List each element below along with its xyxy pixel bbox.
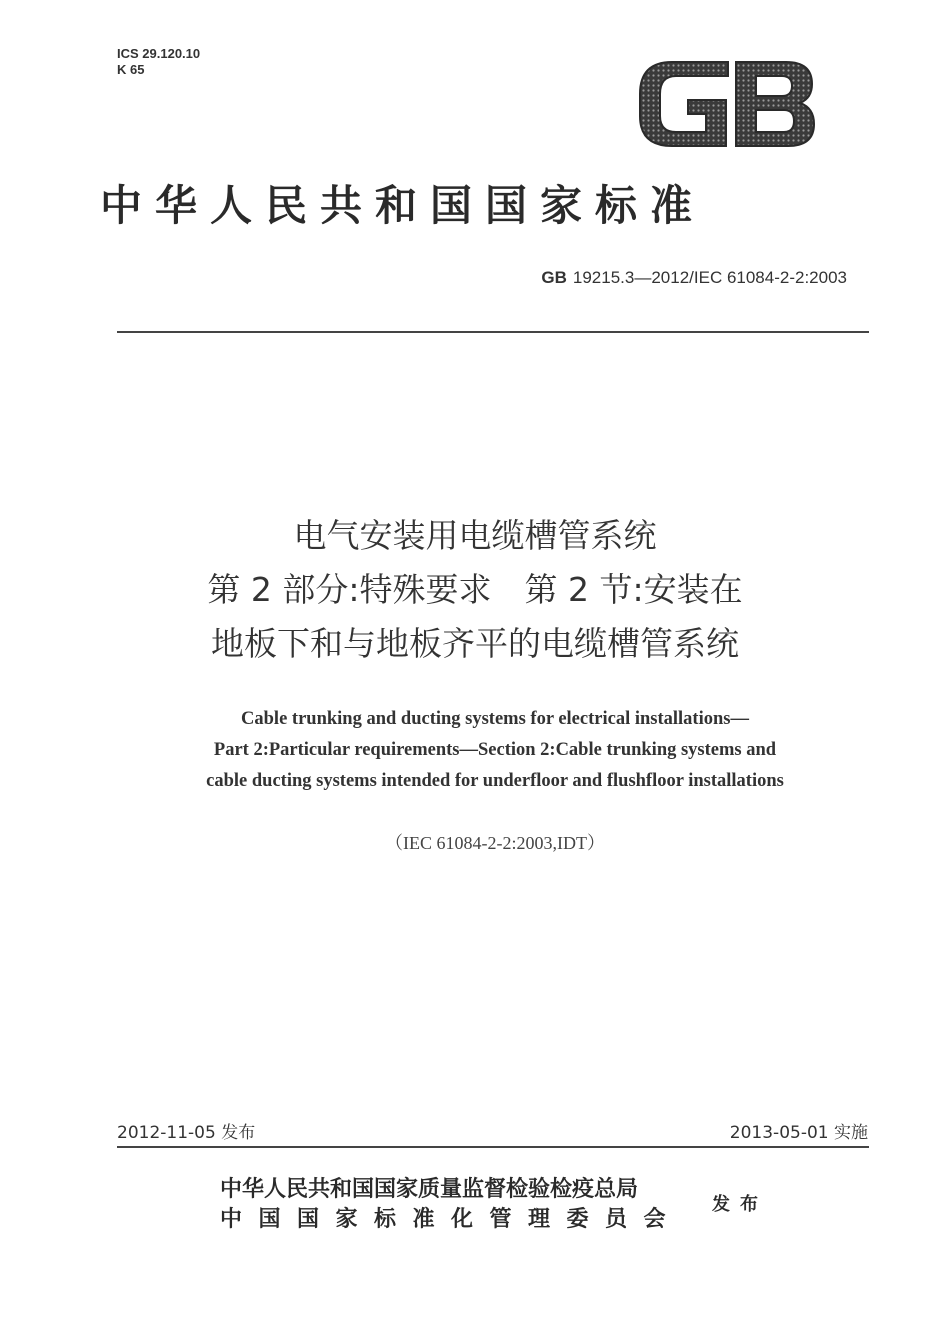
issue-date: 2012-11-05 发布 [117,1123,256,1143]
publish-label: 发布 [712,1194,768,1215]
classification-codes [117,46,200,78]
publisher-name: 中华人民共和国国家质量监督检验检疫总局 [220,1176,639,1202]
chinese-title-line: 电气安装用电缆槽管系统 [293,516,657,555]
english-title-line: cable ducting systems intended for underfloor and flushfloor installations [206,771,784,791]
bottom-divider [117,1146,869,1148]
english-title [0,704,950,797]
publisher-name: 中国国家标准化管理委员会 [220,1206,683,1232]
chinese-title-line: 第 2 部分:特殊要求 第 2 节:安装在 [207,570,743,609]
chinese-title [0,509,950,671]
standard-category-title: 中华人民共和国国家标准 [100,181,706,230]
standard-number-prefix: GB [541,268,567,287]
gb-logo [636,58,818,150]
english-title-line: Part 2:Particular requirements—Section 2:Cable trunking systems and [213,740,777,760]
ics-code: ICS 29.120.10 [117,46,201,61]
implementation-date: 2013-05-01 实施 [729,1123,868,1143]
ccs-code: K 65 [117,62,145,77]
chinese-title-line: 地板下和与地板齐平的电缆槽管系统 [211,624,739,663]
publishers [220,1174,682,1234]
standard-number-value: 19215.3—2012/IEC 61084-2-2:2003 [572,268,847,287]
english-title-line: Cable trunking and ducting systems for electrical installations— [241,709,749,729]
standard-number [541,268,847,288]
adoption-note: （IEC 61084-2-2:2003,IDT） [385,833,605,853]
top-divider [117,331,869,333]
gb-logo-graphic [636,58,818,150]
